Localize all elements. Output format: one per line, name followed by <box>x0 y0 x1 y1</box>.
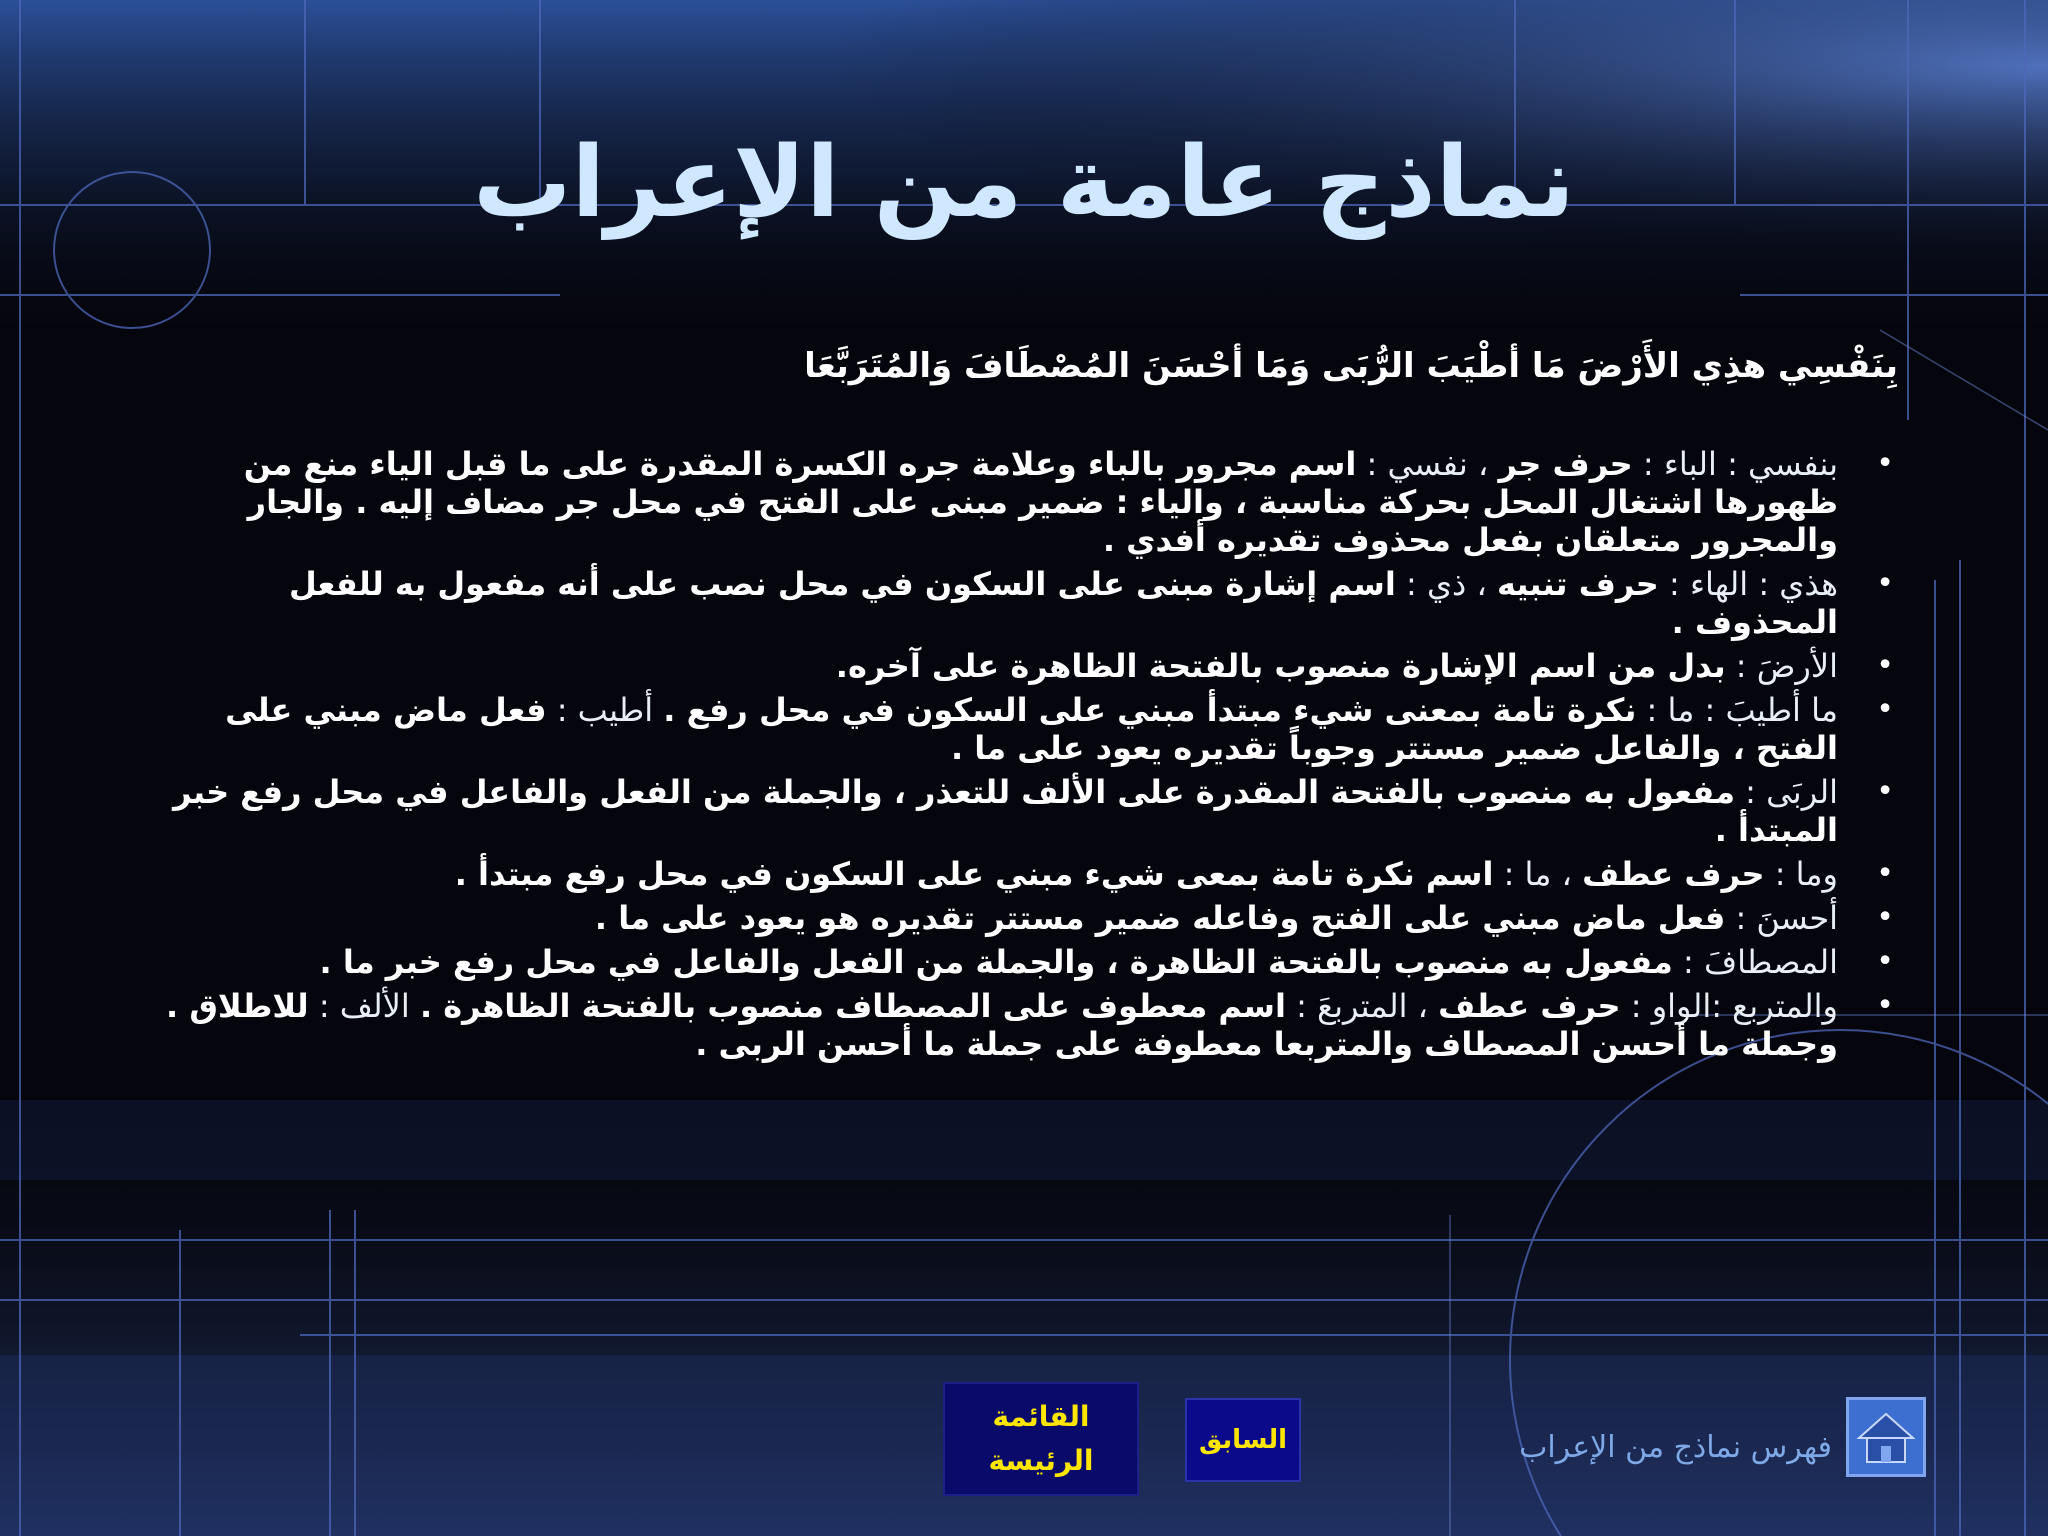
analysis-item <box>138 445 1908 559</box>
bullet-icon: • <box>1876 988 1894 1023</box>
main-menu-label-line1: القائمة <box>992 1400 1090 1433</box>
home-button[interactable] <box>1846 1397 1926 1477</box>
analysis-item <box>138 899 1908 937</box>
bullet-icon: • <box>1876 566 1894 601</box>
analysis-text-label: الربَى : <box>1735 773 1838 811</box>
analysis-item <box>138 855 1908 893</box>
analysis-text-label: ، ما : <box>1493 855 1583 893</box>
bullet-icon: • <box>1876 446 1894 481</box>
analysis-item <box>138 987 1908 1063</box>
analysis-item <box>138 565 1908 641</box>
analysis-text-bold: حرف جر <box>1498 445 1633 483</box>
analysis-item <box>138 943 1908 981</box>
analysis-text-label: الألف : <box>308 987 420 1025</box>
analysis-text-label: وما : <box>1764 855 1838 893</box>
analysis-text-label: ما أطيبَ : ما : <box>1636 691 1838 729</box>
main-menu-label-line2: الرئيسة <box>988 1444 1094 1477</box>
analysis-list <box>138 445 1908 1069</box>
main-menu-button[interactable] <box>943 1382 1139 1496</box>
bullet-icon: • <box>1876 692 1894 727</box>
bullet-icon: • <box>1876 944 1894 979</box>
analysis-text-bold: اسم معطوف على المصطاف منصوب بالفتحة الظاهرة . <box>419 987 1286 1025</box>
index-link[interactable]: فهرس نماذج من الإعراب <box>1519 1430 1832 1465</box>
analysis-text-bold: اسم نكرة تامة بمعى شيء مبني على السكون في محل رفع مبتدأ . <box>454 855 1494 893</box>
analysis-text-bold: مفعول به منصوب بالفتحة الظاهرة ، والجملة من الفعل والفاعل في محل رفع خبر ما . <box>319 943 1673 981</box>
analysis-item <box>138 773 1908 849</box>
analysis-text-bold: فعل ماض مبني على الفتح وفاعله ضمير مستتر تقديره هو يعود على ما . <box>594 899 1726 937</box>
analysis-text-label: أحسنَ : <box>1725 899 1838 937</box>
analysis-text-bold: حرف عطف <box>1582 855 1765 893</box>
analysis-text-bold: مفعول به منصوب بالفتحة المقدرة على الألف للتعذر ، والجملة من الفعل والفاعل في محل رفع خبر المبتدأ . <box>173 773 1838 849</box>
analysis-text-bold: للاطلاق . وجملة ما أحسن المصطاف والمتربعا معطوفة على جملة ما أحسن الربى . <box>166 987 1838 1063</box>
analysis-text-bold: حرف عطف <box>1438 987 1621 1025</box>
analysis-text-label: ، ذي : <box>1395 565 1497 603</box>
analysis-text-label: والمتربع :الواو : <box>1620 987 1838 1025</box>
analysis-text-bold: اسم إشارة مبنى على السكون في محل نصب على أنه مفعول به للفعل المحذوف . <box>288 565 1838 641</box>
analysis-text-label: هذي : الهاء : <box>1658 565 1838 603</box>
analysis-text-label: ، المتربعَ : <box>1285 987 1439 1025</box>
analysis-text-bold: حرف تنبيه <box>1496 565 1659 603</box>
analysis-text-label: بنفسي : الباء : <box>1632 445 1838 483</box>
verse-line: بِنَفْسِي هذِي الأَرْضَ مَا أطْيَبَ الرُّبَى وَمَا أحْسَنَ المُصْطَافَ وَالمُتَرَبَّعَا <box>804 346 1898 386</box>
bullet-icon: • <box>1876 648 1894 683</box>
previous-label: السابق <box>1198 1425 1288 1455</box>
slide-title: نماذج عامة من الإعراب <box>473 126 1575 240</box>
analysis-text-bold: نكرة تامة بمعنى شيء مبتدأ مبني على السكون في محل رفع . <box>663 691 1637 729</box>
analysis-text-label: المصطافَ : <box>1672 943 1838 981</box>
previous-button[interactable] <box>1185 1398 1301 1482</box>
analysis-text-label: الأرضَ : <box>1725 647 1838 685</box>
bullet-icon: • <box>1876 900 1894 935</box>
analysis-item <box>138 691 1908 767</box>
analysis-text-bold: فعل ماض مبني على الفتح ، والفاعل ضمير مستتر وجوباً تقديره يعود على ما . <box>225 691 1838 767</box>
home-icon <box>1849 1400 1923 1474</box>
bullet-icon: • <box>1876 856 1894 891</box>
analysis-item <box>138 647 1908 685</box>
bullet-icon: • <box>1876 774 1894 809</box>
analysis-text-bold: اسم مجرور بالباء وعلامة جره الكسرة المقدرة على ما قبل الياء منع من ظهورها اشتغال المحل بحركة مناسبة ، والياء : ضمير مبنى على الفتح في محل جر مضاف إليه . والجار والمجرور متعلقان بفعل محذوف تقديره أفدي . <box>243 445 1838 559</box>
analysis-text-bold: بدل من اسم الإشارة منصوب بالفتحة الظاهرة على آخره. <box>835 647 1726 685</box>
analysis-text-label: أطيب : <box>546 691 664 729</box>
analysis-text-label: ، نفسي : <box>1356 445 1499 483</box>
